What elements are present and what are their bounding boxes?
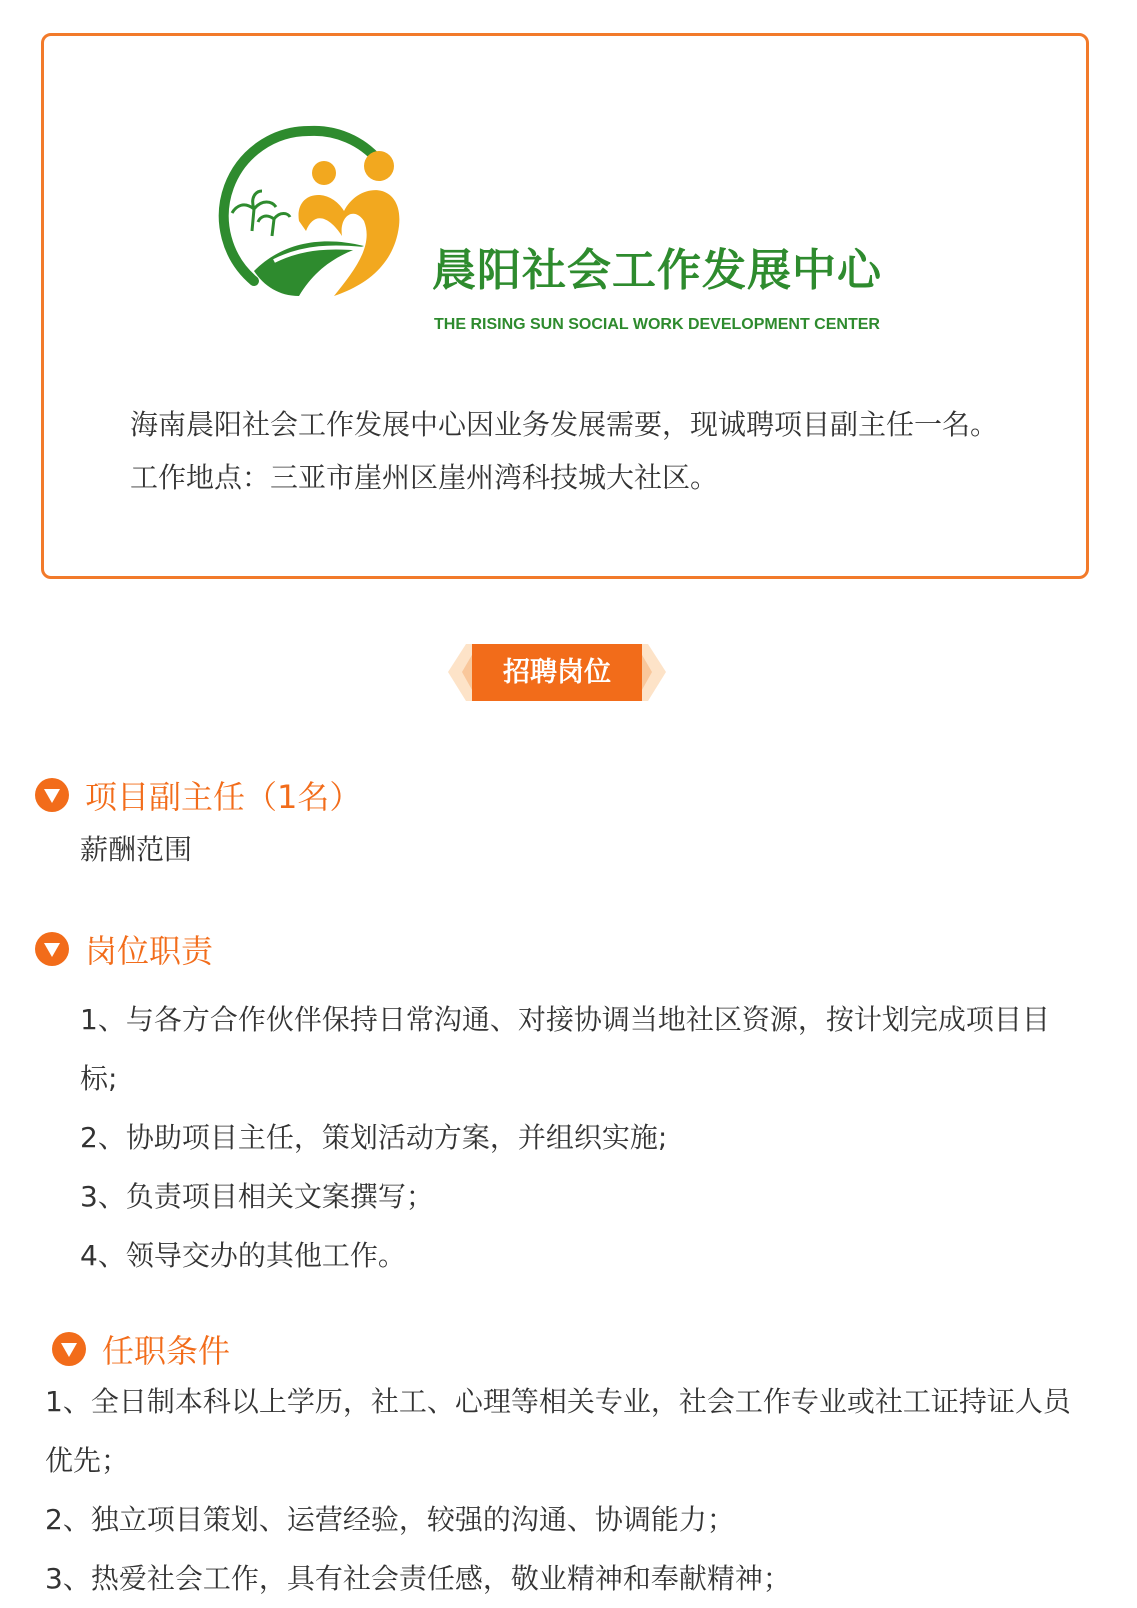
position-title: 项目副主任（1名） [85, 778, 362, 816]
triangle-down-icon [35, 932, 69, 966]
intro-text [74, 398, 1064, 504]
list-item: 2、协助项目主任，策划活动方案，并组织实施; [80, 1121, 668, 1154]
duties-heading [35, 926, 213, 972]
triangle-down-icon [52, 1332, 86, 1366]
list-item: 4、领导交办的其他工作。 [80, 1239, 406, 1272]
section-banner [448, 644, 666, 701]
salary-label: 薪酬范围 [80, 833, 193, 866]
requirements-heading [52, 1326, 230, 1372]
section-banner-label: 招聘岗位 [503, 657, 611, 688]
intro-card [41, 33, 1089, 579]
requirements-title: 任职条件 [102, 1332, 231, 1370]
list-item: 1、与各方合作伙伴保持日常沟通、对接协调当地社区资源，按计划完成项目目标; [80, 1003, 1050, 1095]
intro-paragraph: 海南晨阳社会工作发展中心因业务发展需要，现诚聘项目副主任一名。 [130, 408, 999, 441]
triangle-down-icon [35, 778, 69, 812]
duties-list [80, 990, 1060, 1285]
duties-title: 岗位职责 [85, 932, 214, 970]
logo-mark-icon [214, 121, 414, 306]
requirements-list [45, 1372, 1085, 1608]
logo [214, 121, 944, 333]
logo-name-en: THE RISING SUN SOCIAL WORK DEVELOPMENT CENTER [434, 316, 880, 333]
list-item: 1、全日制本科以上学历，社工、心理等相关专业，社会工作专业或社工证持证人员优先； [45, 1385, 1071, 1477]
list-item: 2、独立项目策划、运营经验，较强的沟通、协调能力； [45, 1503, 735, 1536]
position-heading [35, 772, 361, 818]
intro-location: 工作地点：三亚市崖州区崖州湾科技城大社区。 [130, 461, 719, 494]
list-item: 3、热爱社会工作，具有社会责任感，敬业精神和奉献精神； [45, 1562, 791, 1595]
list-item: 3、负责项目相关文案撰写； [80, 1180, 434, 1213]
logo-name-cn: 晨阳社会工作发展中心 [432, 245, 882, 296]
